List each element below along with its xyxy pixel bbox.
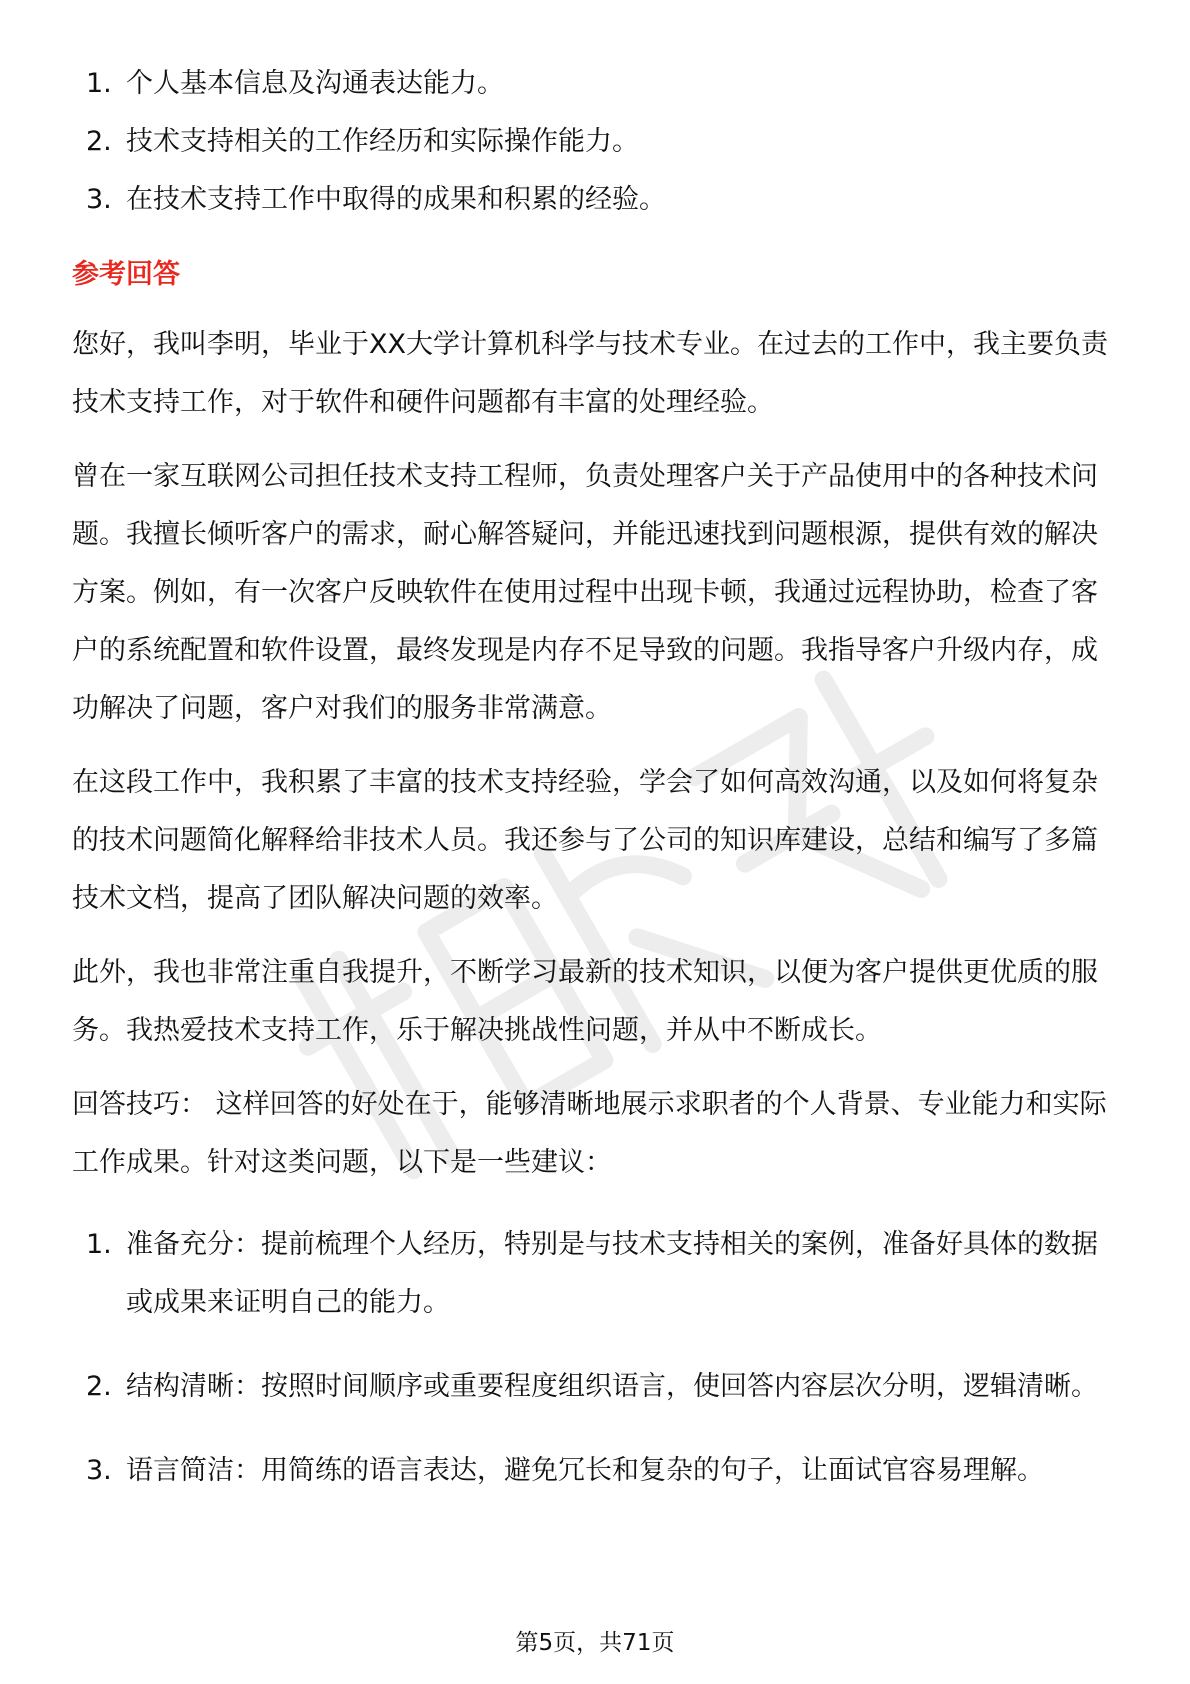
content — [72, 55, 1122, 1526]
list-item-text: 准备充分：提前梳理个人经历，特别是与技术支持相关的案例，准备好具体的数据或成果来证明自己的能力。 — [126, 1229, 1098, 1318]
list-item-text: 结构清晰：按照时间顺序或重要程度组织语言，使回答内容层次分明，逻辑清晰。 — [126, 1371, 1098, 1402]
answer-paragraph: 此外，我也非常注重自我提升，不断学习最新的技术知识，以便为客户提供更优质的服务。我热爱技术支持工作，乐于解决挑战性问题，并从中不断成长。 — [72, 957, 1098, 1046]
list-item — [72, 55, 1122, 113]
list-item — [72, 1216, 1122, 1332]
page-footer: 第5页，共71页 — [515, 1630, 675, 1656]
answer-paragraph: 在这段工作中，我积累了丰富的技术支持经验，学会了如何高效沟通，以及如何将复杂的技术问题简化解释给非技术人员。我还参与了公司的知识库建设，总结和编写了多篇技术文档，提高了团队解决问题的效率。 — [72, 767, 1098, 914]
answer-paragraph: 您好，我叫李明，毕业于XX大学计算机科学与技术专业。在过去的工作中，我主要负责技术支持工作，对于软件和硬件问题都有丰富的处理经验。 — [72, 329, 1108, 418]
list-item-text: 技术支持相关的工作经历和实际操作能力。 — [126, 126, 639, 157]
tips-list — [72, 1216, 1122, 1500]
list-number: 3. — [86, 1455, 112, 1486]
list-item-text: 语言简洁：用简练的语言表达，避免冗长和复杂的句子，让面试官容易理解。 — [126, 1455, 1044, 1486]
answer-paragraph: 曾在一家互联网公司担任技术支持工程师，负责处理客户关于产品使用中的各种技术问题。我擅长倾听客户的需求，耐心解答疑问，并能迅速找到问题根源，提供有效的解决方案。例如，有一次客户反映软件在使用过程中出现卡顿，我通过远程协助，检查了客户的系统配置和软件设置，最终发现是内存不足导致的问题。我指导客户升级内存，成功解决了问题，客户对我们的服务非常满意。 — [72, 461, 1098, 724]
list-item — [72, 1358, 1122, 1416]
answer-heading: 参考回答 — [72, 259, 180, 290]
list-number: 2. — [86, 1371, 112, 1402]
list-number: 3. — [86, 184, 112, 215]
tips-intro-paragraph: 回答技巧： 这样回答的好处在于，能够清晰地展示求职者的个人背景、专业能力和实际工作成果。针对这类问题，以下是一些建议： — [72, 1089, 1107, 1178]
question-points-list — [72, 55, 1122, 229]
list-item — [72, 113, 1122, 171]
list-number: 1. — [86, 68, 112, 99]
list-item — [72, 1442, 1122, 1500]
list-number: 1. — [86, 1229, 112, 1260]
list-item — [72, 171, 1122, 229]
list-item-text: 个人基本信息及沟通表达能力。 — [126, 68, 504, 99]
list-number: 2. — [86, 126, 112, 157]
list-item-text: 在技术支持工作中取得的成果和积累的经验。 — [126, 184, 666, 215]
